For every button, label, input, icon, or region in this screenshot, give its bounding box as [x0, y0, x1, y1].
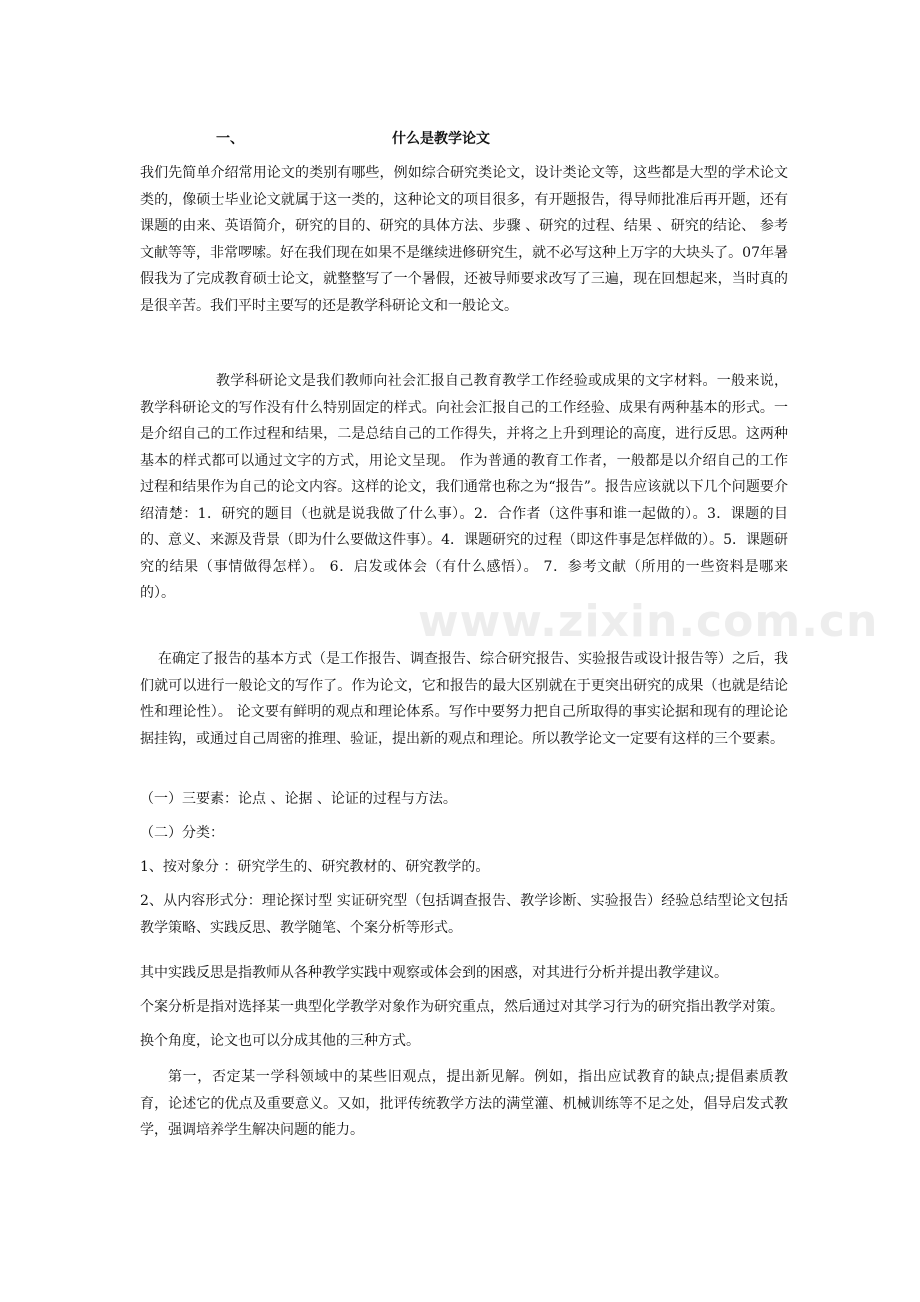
three-elements-line: （一）三要素：论点 、论据 、论证的过程与方法。: [140, 791, 457, 807]
paragraph-first-method: 第一，否定某一学科领域中的某些旧观点，提出新见解。例如，指出应试教育的缺点;提倡素质教育，论述它的优点及重要意义。又如，批评传统教学方法的满堂灌、机械训练等不足之处，倡导启发式教学，强调培养学生解决问题的能力。: [140, 1069, 788, 1138]
classification-by-object: 1、按对象分 ：研究学生的、研究教材的、研究教学的。: [140, 859, 490, 875]
practice-reflection-line: 其中实践反思是指教师从各种教学实践中观察或体会到的困惑，对其进行分析并提出教学建议。: [140, 965, 728, 981]
section-title: 什么是教学论文: [392, 131, 490, 147]
classification-heading: （二）分类：: [140, 825, 224, 841]
watermark: www.zixin.com.cn: [418, 596, 879, 647]
section-number: 一、: [216, 131, 244, 147]
section-heading: [0, 128, 920, 152]
paragraph-intro: 我们先简单介绍常用论文的类别有哪些，例如综合研究类论文，设计类论文等，这些都是大型的学术论文类的，像硕士毕业论文就属于这一类的，这种论文的项目很多，有开题报告，得导师批准后再开题，还有课题的由来、英语简介，研究的目的、研究的具体方法、步骤 、研究的过程、结果 、研究的结论、 参考文献等等，非常啰嗦。好在我们现在如果不是继续进修研究生，就不必写这种上万字的大块头了。07年暑假我为了完成教育硕士论文，就整整写了一个暑假，还被导师要求改写了三遍，现在回想起来，当时真的是很辛苦。我们平时主要写的还是教学科研论文和一般论文。: [140, 165, 788, 314]
classification-by-form: 2、从内容形式分：理论探讨型 实证研究型（包括调查报告、教学诊断、实验报告）经验总结型论文包括教学策略、实践反思、教学随笔、个案分析等形式。: [140, 893, 788, 936]
paragraph-general-paper: 在确定了报告的基本方式（是工作报告、调查报告、综合研究报告、实验报告或设计报告等）之后，我们就可以进行一般论文的写作了。作为论文，它和报告的最大区别就在于更突出研究的成果（也就是结论性和理论性）。 论文要有鲜明的观点和理论体系。写作中要努力把自己所取得的事实论据和现有的理论论据挂钩，或通过自己周密的推理、验证，提出新的观点和理论。所以教学论文一定要有这样的三个要素。: [140, 651, 788, 747]
case-analysis-line: 个案分析是指对选择某一典型化学教学对象作为研究重点，然后通过对其学习行为的研究指出教学对策。: [140, 999, 784, 1015]
another-angle-line: 换个角度，论文也可以分成其他的三种方式。: [140, 1033, 420, 1049]
paragraph-report: 教学科研论文是我们教师向社会汇报自己教育教学工作经验或成果的文字材料。一般来说，教学科研论文的写作没有什么特别固定的样式。向社会汇报自己的工作经验、成果有两种基本的形式。一是介绍自己的工作过程和结果，二是总结自己的工作得失，并将之上升到理论的高度，进行反思。这两种基本的样式都可以通过文字的方式，用论文呈现。 作为普通的教育工作者，一般都是以介绍自己的工作过程和结果作为自己的论文内容。这样的论文，我们通常也称之为“报告”。报告应该就以下几个问题要介绍清楚：1．研究的题目（也就是说我做了什么事）。2．合作者（这件事和谁一起做的）。3．课题的目的、意义、来源及背景（即为什么要做这件事）。4．课题研究的过程（即这件事是怎样做的）。5．课题研究的结果（事情做得怎样）。 6．启发或体会（有什么感悟）。 7．参考文献（所用的一些资料是哪来的）。: [140, 373, 788, 601]
